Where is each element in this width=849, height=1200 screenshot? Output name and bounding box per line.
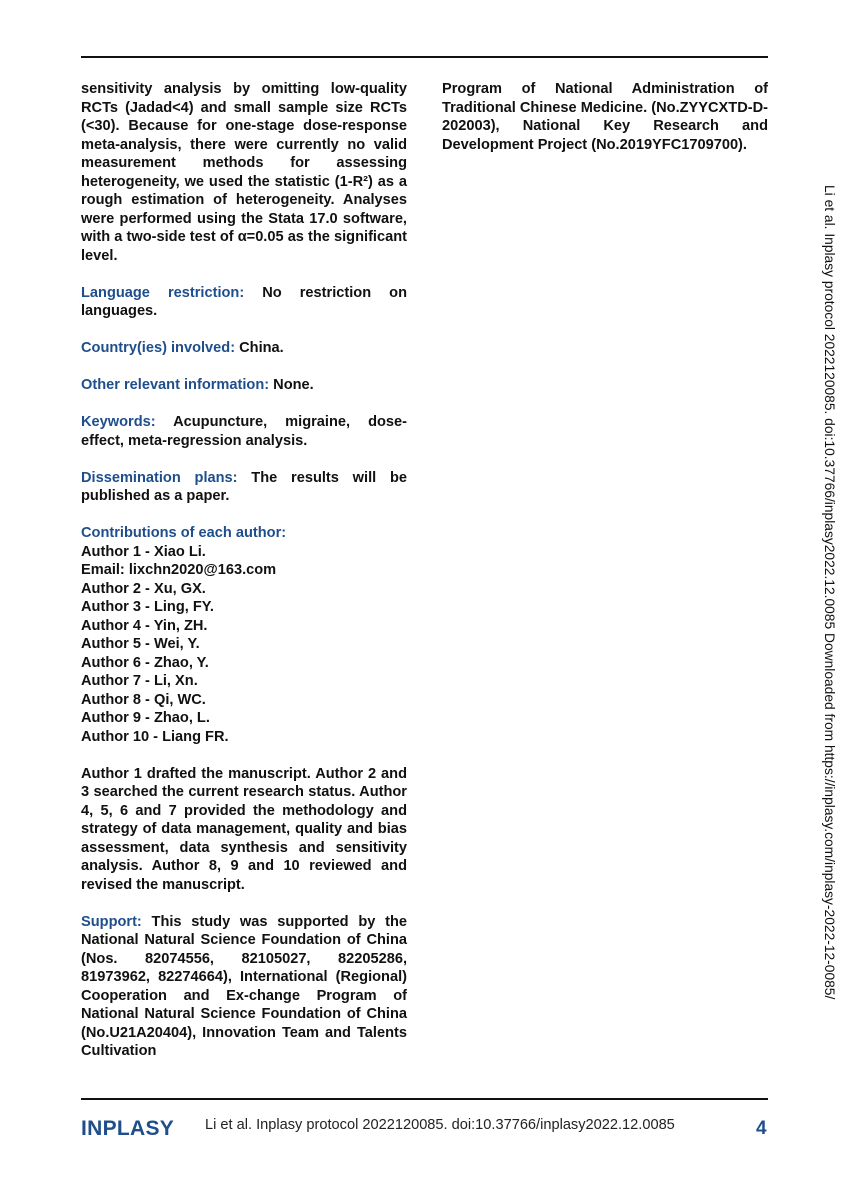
author-line: Author 6 - Zhao, Y. bbox=[81, 654, 209, 671]
dissemination-label: Dissemination plans: bbox=[81, 469, 238, 486]
author-line: Author 9 - Zhao, L. bbox=[81, 710, 210, 726]
support-text: This study was supported by the National Natural Science Foundation of China (Nos. 82074556, 82105027, 82205286, 81973962, 82274664), International (Regional) Cooperation and Ex-change Program of National Natural Science Foundation of China (No.U21A20404), Innovation Team and Talents Cultivation bbox=[81, 913, 407, 1059]
keywords-label: Keywords: bbox=[81, 414, 156, 430]
left-column bbox=[81, 80, 407, 1061]
keywords bbox=[81, 413, 407, 450]
contributions-summary: Author 1 drafted the manuscript. Author 2 and 3 searched the current research status. Author 4, 5, 6 and 7 provided the methodology and strategy of data management, quality and bias assessment, data synthesis and sensitivity analysis. Author 8, 9 and 10 reviewed and revised the manuscript. bbox=[81, 765, 407, 893]
keywords-text: Acupuncture, migraine, dose-effect, meta-regression analysis. bbox=[81, 414, 407, 449]
other-text: None. bbox=[269, 377, 314, 393]
language-text: No restriction on languages. bbox=[81, 284, 408, 319]
author-line: Author 1 - Xiao Li. bbox=[81, 543, 206, 560]
country-involved bbox=[81, 339, 407, 358]
support-continued: Program of National Administration of Traditional Chinese Medicine. (No.ZYYCXTD-D-202003), National Key Research and Development Project (No.2019YFC1709700). bbox=[442, 81, 768, 153]
page-number: 4 bbox=[756, 1118, 767, 1139]
other-label: Other relevant information: bbox=[81, 377, 270, 393]
language-label: Language restriction: bbox=[81, 284, 245, 301]
footer-brand-logo: INPLASY bbox=[81, 1117, 175, 1140]
author-line: Author 2 - Xu, GX. bbox=[81, 580, 206, 597]
footer-citation: Li et al. Inplasy protocol 2022120085. doi:10.37766/inplasy2022.12.0085 bbox=[205, 1117, 675, 1133]
author-line: Author 3 - Ling, FY. bbox=[81, 599, 214, 615]
author-line: Author 4 - Yin, ZH. bbox=[81, 617, 208, 634]
support-paragraph bbox=[81, 913, 407, 1061]
dissemination-plans bbox=[81, 469, 407, 506]
other-information bbox=[81, 376, 407, 395]
author-line: Author 7 - Li, Xn. bbox=[81, 673, 198, 689]
top-rule bbox=[81, 56, 768, 58]
author-line: Author 8 - Qi, WC. bbox=[81, 691, 206, 708]
author-list bbox=[81, 543, 407, 747]
sensitivity-paragraph: sensitivity analysis by omitting low-quality RCTs (Jadad<4) and small sample size RCTs (<30). Because for one-stage dose-response meta-analysis, there were currently no valid measurement methods for assessing heterogeneity, we used the statistic (1-R²) as a rough estimation of heterogeneity. Analyses were performed using the Stata 17.0 software, with a two-side test of α=0.05 as the significant level. bbox=[81, 81, 407, 264]
author-line: Author 10 - Liang FR. bbox=[81, 728, 229, 745]
right-column bbox=[442, 80, 768, 154]
vertical-download-notice: Li et al. Inplasy protocol 2022120085. doi:10.37766/inplasy2022.12.0085 Downloaded from https://inplasy.com/inplasy-2022-12-0085/ bbox=[822, 185, 837, 1000]
bottom-rule bbox=[81, 1098, 768, 1100]
contributions-label: Contributions of each author: bbox=[81, 525, 287, 541]
author-line: Author 5 - Wei, Y. bbox=[81, 636, 200, 652]
country-text: China. bbox=[235, 340, 284, 356]
country-label: Country(ies) involved: bbox=[81, 340, 236, 356]
dissemination-text: The results will be published as a paper. bbox=[81, 469, 407, 504]
author-email: Email: lixchn2020@163.com bbox=[81, 562, 277, 578]
support-label: Support: bbox=[81, 913, 142, 930]
language-restriction bbox=[81, 284, 407, 321]
